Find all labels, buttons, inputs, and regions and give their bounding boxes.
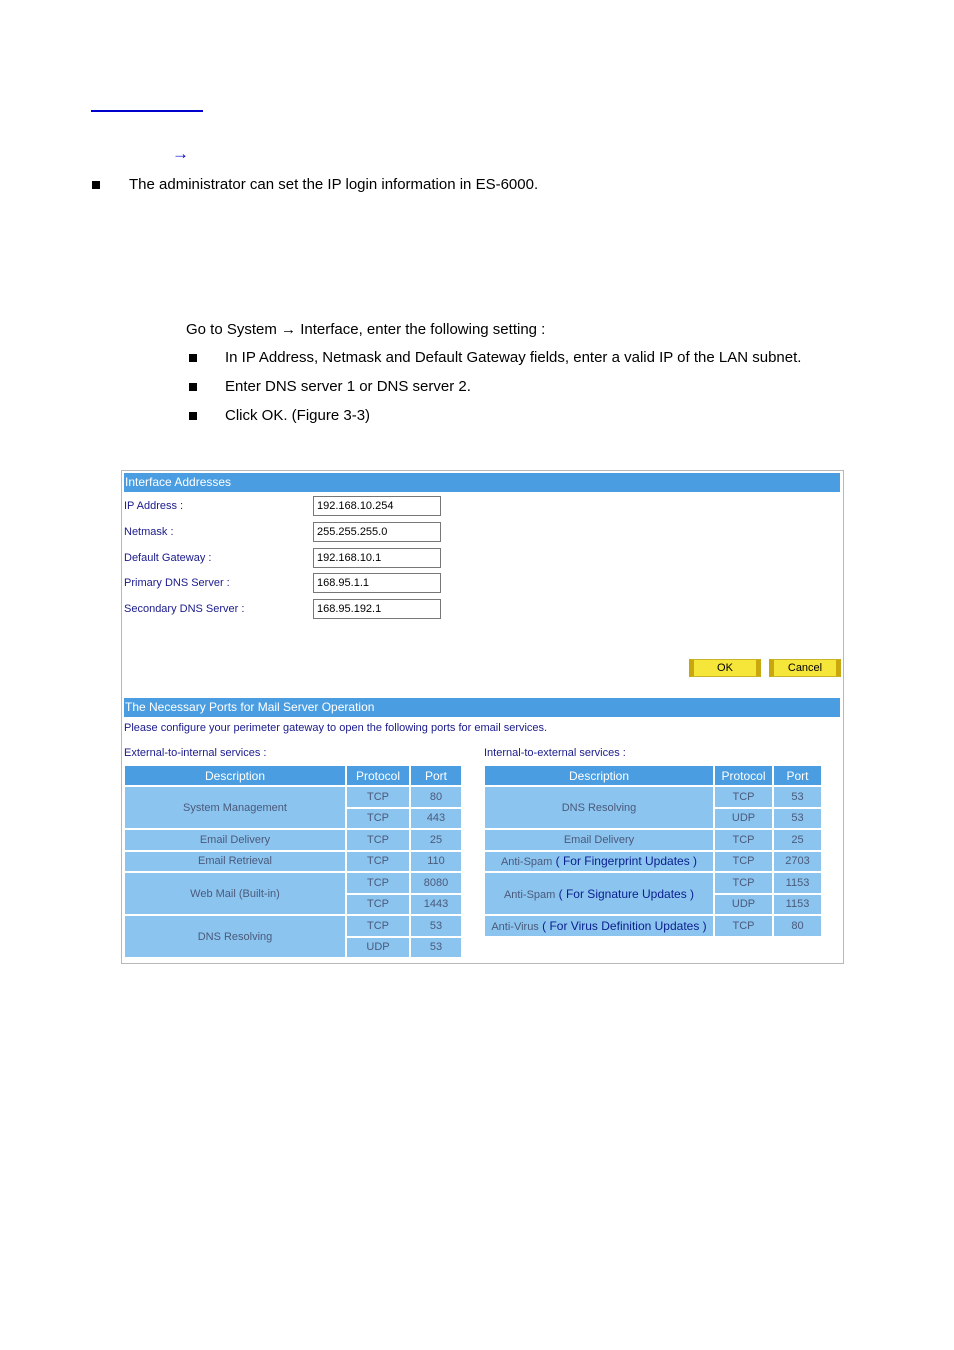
protocol-cell: TCP	[347, 830, 409, 850]
internal-ports-body	[485, 787, 821, 936]
service-detail: ( For Fingerprint Updates )	[552, 854, 698, 869]
protocol-cell: TCP	[347, 809, 409, 829]
protocol-cell: UDP	[715, 895, 772, 915]
external-ports-body	[125, 787, 461, 957]
service-name: Email Delivery	[563, 833, 635, 846]
port-cell: 25	[774, 830, 821, 850]
protocol-cell: TCP	[715, 787, 772, 807]
port-cell: 443	[411, 809, 461, 829]
default-gateway-input[interactable]	[313, 548, 441, 568]
square-bullet-icon	[189, 383, 197, 391]
protocol-column-header: Protocol	[347, 766, 409, 785]
external-ports-table	[123, 764, 463, 959]
doc-step-text: In IP Address, Netmask and Default Gateway fields, enter a valid IP of the LAN subnet.	[225, 349, 802, 366]
external-services-title: External-to-internal services :	[124, 747, 267, 759]
doc-step	[225, 378, 471, 396]
service-name: DNS Resolving	[197, 930, 273, 943]
port-cell: 1153	[774, 873, 821, 893]
service-description-cell	[125, 830, 345, 850]
service-description-cell	[485, 787, 713, 828]
service-description-cell	[125, 787, 345, 828]
cancel-button[interactable]: Cancel	[769, 659, 841, 677]
square-bullet-icon	[189, 354, 197, 362]
port-cell: 110	[411, 852, 461, 872]
doc-step	[225, 349, 801, 367]
ports-note: Please configure your perimeter gateway to open the following ports for email services.	[124, 722, 548, 734]
table-row	[485, 830, 821, 850]
port-cell: 8080	[411, 873, 461, 893]
protocol-cell: TCP	[347, 895, 409, 915]
port-cell: 53	[774, 809, 821, 829]
secondary-dns-label: Secondary DNS Server :	[124, 603, 245, 615]
service-detail: ( For Virus Definition Updates )	[538, 918, 707, 933]
service-name: Anti-Spam	[503, 888, 556, 901]
doc-bullet	[129, 176, 538, 194]
ip-address-input[interactable]	[313, 496, 441, 516]
table-row	[125, 852, 461, 872]
service-description-cell	[485, 852, 713, 872]
table-row	[485, 787, 821, 807]
protocol-cell: TCP	[347, 852, 409, 872]
protocol-cell: TCP	[347, 787, 409, 807]
protocol-cell: TCP	[715, 916, 772, 936]
internal-ports-table	[483, 764, 823, 938]
ip-address-label: IP Address :	[124, 500, 184, 512]
doc-step	[225, 407, 370, 425]
protocol-column-header: Protocol	[715, 766, 772, 785]
doc-instruction: Go to System → Interface, enter the following setting :	[186, 321, 546, 338]
service-detail: ( For Signature Updates )	[555, 886, 695, 901]
internal-services-title: Internal-to-external services :	[484, 747, 626, 759]
primary-dns-label: Primary DNS Server :	[124, 577, 230, 589]
netmask-label: Netmask :	[124, 526, 174, 538]
port-cell: 53	[411, 938, 461, 958]
port-cell: 1443	[411, 895, 461, 915]
port-cell: 53	[411, 916, 461, 936]
port-cell: 2703	[774, 852, 821, 872]
port-cell: 80	[411, 787, 461, 807]
port-cell: 53	[774, 787, 821, 807]
protocol-cell: TCP	[347, 873, 409, 893]
interface-settings-panel	[121, 470, 844, 964]
ok-button[interactable]: OK	[689, 659, 761, 677]
doc-step-text: Enter DNS server 1 or DNS server 2.	[225, 378, 471, 395]
primary-dns-input[interactable]	[313, 573, 441, 593]
service-name: Web Mail (Built-in)	[190, 887, 280, 900]
description-column-header: Description	[485, 766, 713, 785]
service-description-cell	[485, 873, 713, 914]
service-description-cell	[125, 873, 345, 914]
protocol-cell: TCP	[715, 873, 772, 893]
service-description-cell	[125, 916, 345, 957]
table-row	[125, 916, 461, 936]
service-name: DNS Resolving	[561, 801, 637, 814]
service-description-cell	[485, 916, 713, 936]
protocol-cell: TCP	[715, 830, 772, 850]
table-row	[485, 852, 821, 872]
protocol-cell: UDP	[347, 938, 409, 958]
netmask-input[interactable]	[313, 522, 441, 542]
table-row	[485, 916, 821, 936]
table-row	[125, 873, 461, 893]
arrow-right-icon: →	[172, 144, 189, 163]
service-name: System Management	[183, 801, 287, 814]
necessary-ports-header: The Necessary Ports for Mail Server Operation	[124, 698, 840, 717]
interface-addresses-header: Interface Addresses	[124, 473, 840, 492]
port-cell: 80	[774, 916, 821, 936]
port-column-header: Port	[411, 766, 461, 785]
doc-link-underline	[91, 110, 203, 112]
doc-step-text: Click OK. (Figure 3-3)	[225, 407, 371, 424]
protocol-cell: UDP	[715, 809, 772, 829]
port-cell: 1153	[774, 895, 821, 915]
port-cell: 25	[411, 830, 461, 850]
protocol-cell: TCP	[347, 916, 409, 936]
table-header-row	[485, 766, 821, 785]
doc-bullet-text: The administrator can set the IP login information in ES-6000.	[129, 176, 539, 193]
secondary-dns-input[interactable]	[313, 599, 441, 619]
port-column-header: Port	[774, 766, 821, 785]
table-header-row	[125, 766, 461, 785]
protocol-cell: TCP	[715, 852, 772, 872]
service-name: Anti-Spam	[500, 856, 553, 869]
default-gateway-label: Default Gateway :	[124, 552, 212, 564]
description-column-header: Description	[125, 766, 345, 785]
service-description-cell	[125, 852, 345, 872]
service-name: Email Retrieval	[198, 855, 272, 868]
square-bullet-icon	[189, 412, 197, 420]
table-row	[125, 830, 461, 850]
table-row	[485, 873, 821, 893]
service-name: Anti-Virus	[491, 920, 539, 933]
service-description-cell	[485, 830, 713, 850]
square-bullet-icon	[92, 181, 100, 189]
table-row	[125, 787, 461, 807]
service-name: Email Delivery	[199, 833, 271, 846]
